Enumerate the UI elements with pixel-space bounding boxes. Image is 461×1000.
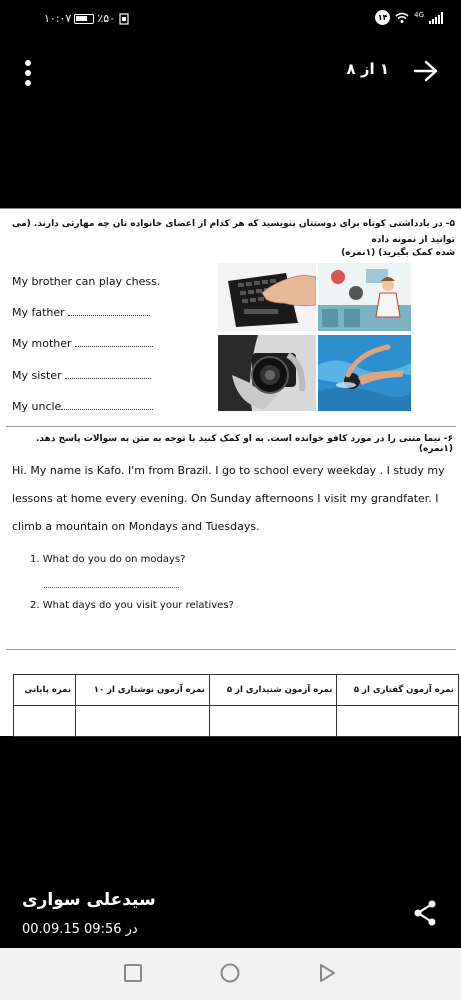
wifi-icon — [395, 12, 409, 24]
navigation-bar — [0, 948, 461, 1000]
family-line-mother: My mother — [12, 337, 153, 350]
network-type: 4G — [414, 10, 424, 19]
score-header-final: نمره پایانی — [14, 675, 76, 706]
score-table — [13, 674, 459, 737]
score-cell — [14, 706, 76, 737]
status-time: ۱۰:۰۷ — [44, 12, 72, 25]
back-triangle-icon[interactable] — [316, 962, 338, 984]
family-line-brother: My brother can play chess. — [12, 275, 161, 288]
typing-hands-image — [218, 263, 316, 331]
question-5-text: ۵- در یادداشتی کوتاه برای دوستتان بنویسید که هر کدام از اعضای خانواده تان چه مهارتی دارند. (می توانید از نمونه داده — [11, 219, 455, 245]
notification-badge: ۱۴ — [375, 10, 390, 25]
man-swimming-image — [318, 335, 411, 411]
family-line-uncle: My uncle — [12, 400, 153, 413]
back-arrow-icon[interactable] — [413, 58, 439, 84]
score-cell — [337, 706, 459, 737]
question-2: 2. What days do you visit your relatives? — [30, 600, 234, 611]
section-divider — [6, 649, 456, 650]
family-line-father: My father — [12, 306, 150, 319]
document-page — [0, 208, 461, 736]
family-line-sister: My sister — [12, 369, 151, 382]
timestamp: 00.09.15 در 09:56 — [22, 922, 138, 937]
sim-icon — [118, 13, 130, 25]
section-divider — [6, 426, 456, 427]
score-cell — [76, 706, 210, 737]
more-options-icon[interactable] — [24, 60, 32, 86]
woman-with-camera-image — [218, 335, 316, 411]
score-header-speaking: نمره آزمون گفتاری از ۵ — [337, 675, 459, 706]
question-5-score: شده کمک بگیرید) (۱نمره) — [341, 248, 455, 258]
answer-line — [44, 587, 179, 588]
status-right — [375, 10, 443, 25]
reading-passage: Hi. My name is Kafo. I'm from Brazil. I go to school every weekday . I study my lessons at home every evening. On Sunday afternoons I visit my grandfater. I climb a mountain on Mondays and Tuesdays. — [12, 464, 445, 533]
battery-icon — [74, 14, 94, 24]
status-bar — [0, 0, 461, 36]
page-indicator: ۱ از ۸ — [346, 60, 389, 78]
question-1: 1. What do you do on modays? — [30, 554, 186, 565]
signal-icon — [429, 12, 443, 24]
status-left — [44, 12, 130, 25]
recents-square-icon[interactable] — [122, 962, 144, 984]
woman-cooking-image — [318, 263, 411, 331]
score-header-listening: نمره آزمون شنیداری از ۵ — [209, 675, 337, 706]
score-cell — [209, 706, 337, 737]
score-header-writing: نمره آزمون نوشتاری از ۱۰ — [76, 675, 210, 706]
question-6-text: ۶- نیما متنی را در مورد کافو خوانده است. به او کمک کنید با توجه به متن به سوالات پاسخ دهد. (۱نمره) — [35, 434, 453, 454]
home-circle-icon[interactable] — [219, 962, 241, 984]
sender-name: سیدعلی سواری — [22, 890, 156, 910]
battery-text: ٪۵۰ — [97, 12, 116, 25]
share-icon[interactable] — [413, 900, 437, 926]
